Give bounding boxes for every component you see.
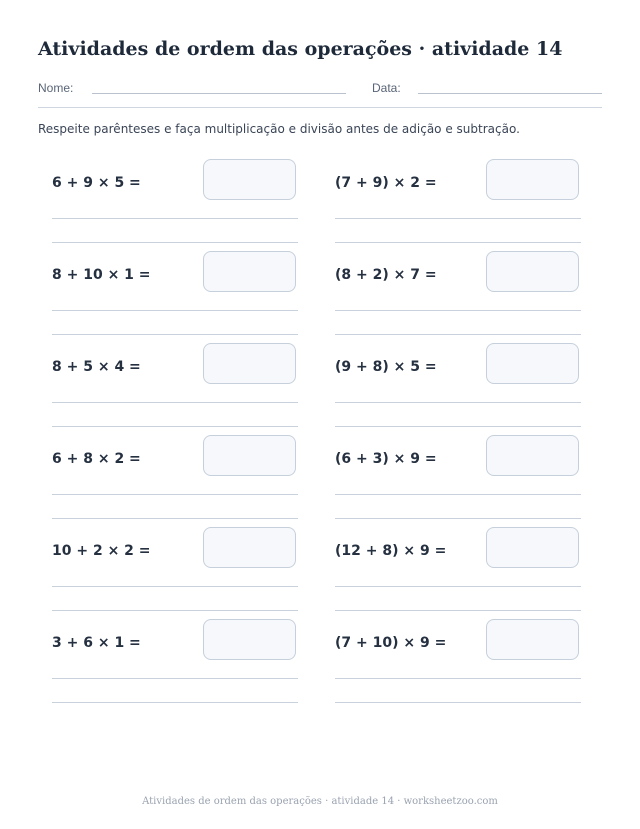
problem-2 (335, 159, 581, 251)
problem-expression: 6 + 9 × 5 = (52, 175, 141, 191)
problem-7 (52, 435, 298, 527)
work-line (335, 702, 581, 703)
problem-3 (52, 251, 298, 343)
answer-box[interactable] (486, 619, 579, 660)
answer-box[interactable] (203, 251, 296, 292)
answer-box[interactable] (203, 435, 296, 476)
problem-expression: 10 + 2 × 2 = (52, 543, 151, 559)
work-line (52, 242, 298, 243)
answer-box[interactable] (486, 251, 579, 292)
work-line (335, 610, 581, 611)
name-date-row (38, 79, 602, 107)
answer-box[interactable] (486, 343, 579, 384)
problem-1 (52, 159, 298, 251)
work-line (335, 494, 581, 495)
answer-box[interactable] (486, 527, 579, 568)
work-line (335, 586, 581, 587)
work-line (52, 402, 298, 403)
work-line (52, 702, 298, 703)
problem-expression: 8 + 10 × 1 = (52, 267, 151, 283)
work-line (335, 334, 581, 335)
work-line (52, 494, 298, 495)
problem-expression: (6 + 3) × 9 = (335, 451, 437, 467)
problem-expression: (8 + 2) × 7 = (335, 267, 437, 283)
page-title: Atividades de ordem das operações · atividade 14 (38, 38, 563, 60)
instructions: Respeite parênteses e faça multiplicação e divisão antes de adição e subtração. (38, 122, 520, 136)
work-line (335, 310, 581, 311)
work-line (335, 426, 581, 427)
problem-8 (335, 435, 581, 527)
work-line (335, 218, 581, 219)
problem-6 (335, 343, 581, 435)
work-line (335, 242, 581, 243)
problem-expression: 8 + 5 × 4 = (52, 359, 141, 375)
problem-10 (335, 527, 581, 619)
work-line (335, 678, 581, 679)
work-line (52, 426, 298, 427)
problem-expression: 6 + 8 × 2 = (52, 451, 141, 467)
problem-expression: (7 + 9) × 2 = (335, 175, 437, 191)
answer-box[interactable] (203, 343, 296, 384)
date-line[interactable] (418, 93, 602, 94)
date-label: Data: (372, 81, 401, 95)
problem-expression: (9 + 8) × 5 = (335, 359, 437, 375)
problem-expression: (12 + 8) × 9 = (335, 543, 447, 559)
footer-credit: Atividades de ordem das operações · atividade 14 · worksheetzoo.com (142, 796, 498, 807)
answer-box[interactable] (486, 159, 579, 200)
answer-box[interactable] (203, 159, 296, 200)
problem-4 (335, 251, 581, 343)
name-label: Nome: (38, 81, 74, 95)
work-line (52, 218, 298, 219)
work-line (335, 518, 581, 519)
work-line (52, 334, 298, 335)
problem-9 (52, 527, 298, 619)
name-line[interactable] (92, 93, 346, 94)
problem-expression: (7 + 10) × 9 = (335, 635, 447, 651)
answer-box[interactable] (203, 619, 296, 660)
work-line (335, 402, 581, 403)
answer-box[interactable] (486, 435, 579, 476)
work-line (52, 678, 298, 679)
answer-box[interactable] (203, 527, 296, 568)
problem-11 (52, 619, 298, 711)
header-divider (38, 107, 602, 108)
work-line (52, 586, 298, 587)
work-line (52, 518, 298, 519)
problem-12 (335, 619, 581, 711)
problem-5 (52, 343, 298, 435)
work-line (52, 310, 298, 311)
problem-expression: 3 + 6 × 1 = (52, 635, 141, 651)
work-line (52, 610, 298, 611)
